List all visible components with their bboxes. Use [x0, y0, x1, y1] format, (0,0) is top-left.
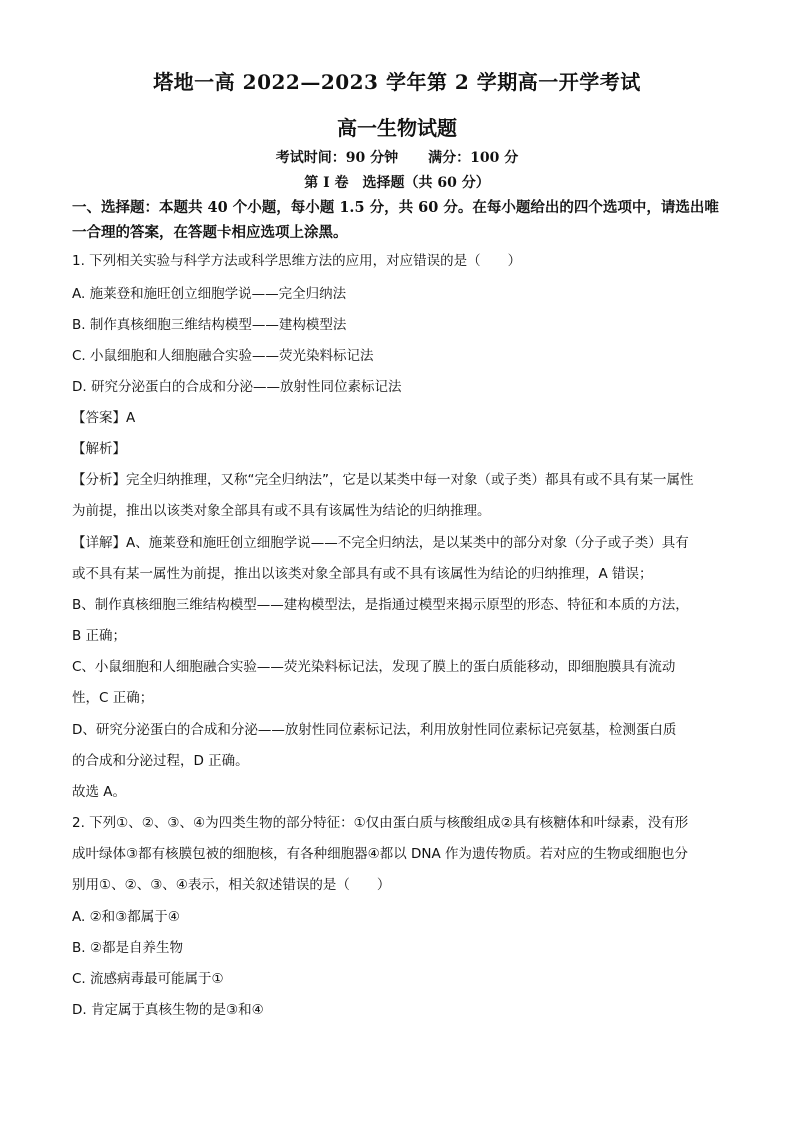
q1-analysis-line: 性，C 正确；: [72, 690, 154, 706]
section-intro: 一、选择题：本题共 40 个小题，每小题 1.5 分，共 60 分。在每小题给出的四个选项中，请选出唯一合理的答案，在答题卡相应选项上涂黑。: [72, 199, 719, 241]
exam-subtitle: 高一生物试题: [337, 116, 457, 140]
q1-analysis-line: C、小鼠细胞和人细胞融合实验——荧光染料标记法，发现了膜上的蛋白质能移动，即细胞膜具有流动: [72, 659, 676, 675]
q2-option-b: B. ②都是自养生物: [72, 940, 183, 956]
q2-option-d: D. 肯定属于真核生物的是③和④: [72, 1002, 264, 1018]
exam-info: [0, 147, 794, 167]
q1-option-c: C. 小鼠细胞和人细胞融合实验——荧光染料标记法: [72, 348, 374, 364]
q1-option-b: B. 制作真核细胞三维结构模型——建构模型法: [72, 317, 347, 333]
q1-analysis-line: 【详解】A、施莱登和施旺创立细胞学说——不完全归纳法，是以某类中的部分对象（分子或子类）具有: [72, 535, 689, 551]
q1-analysis-line: B 正确；: [72, 628, 127, 644]
full-score: 满分：100 分: [428, 150, 519, 166]
q1-analysis-line: D、研究分泌蛋白的合成和分泌——放射性同位素标记法，利用放射性同位素标记亮氨基，检测蛋白质: [72, 722, 677, 738]
q1-option-d: D. 研究分泌蛋白的合成和分泌——放射性同位素标记法: [72, 379, 402, 395]
part-title: 第 Ⅰ 卷 选择题（共 60 分）: [304, 175, 490, 191]
q1-option-a: A. 施莱登和施旺创立细胞学说——完全归纳法: [72, 286, 347, 302]
q1-analysis-line: 的合成和分泌过程，D 正确。: [72, 753, 249, 769]
q1-analysis-line: 为前提，推出以该类对象全部具有或不具有该属性为结论的归纳推理。: [72, 503, 491, 519]
q2-stem-line: 成叶绿体③都有核膜包被的细胞核，有各种细胞器④都以 DNA 作为遗传物质。若对应的生物或细胞也分: [72, 846, 689, 862]
q1-analysis-line: 【分析】完全归纳推理，又称“完全归纳法”，它是以某类中每一对象（或子类）都具有或不具有某一属性: [72, 472, 694, 488]
exam-time: 考试时间：90 分钟: [275, 150, 399, 166]
q2-option-c: C. 流感病毒最可能属于①: [72, 971, 224, 987]
q2-stem-line: 别用①、②、③、④表示，相关叙述错误的是（ ）: [72, 877, 391, 893]
q2-stem-line: 2. 下列①、②、③、④为四类生物的部分特征：①仅由蛋白质与核酸组成②具有核糖体和叶绿素，没有形: [72, 815, 689, 831]
q1-analysis-line: 或不具有某一属性为前提，推出以该类对象全部具有或不具有该属性为结论的归纳推理，A 错误；: [72, 566, 653, 582]
q1-analysis-line: 故选 A。: [72, 784, 127, 800]
exam-title: 塔地一高 2022—2023 学年第 2 学期高一开学考试: [153, 70, 641, 94]
q2-option-a: A. ②和③都属于④: [72, 909, 180, 925]
q1-answer: 【答案】A: [72, 410, 136, 426]
q1-analysis-label: 【解析】: [72, 441, 126, 457]
q1-stem: 1. 下列相关实验与科学方法或科学思维方法的应用，对应错误的是（ ）: [72, 253, 522, 269]
q1-analysis-line: B、制作真核细胞三维结构模型——建构模型法，是指通过模型来揭示原型的形态、特征和本质的方法，: [72, 597, 689, 613]
